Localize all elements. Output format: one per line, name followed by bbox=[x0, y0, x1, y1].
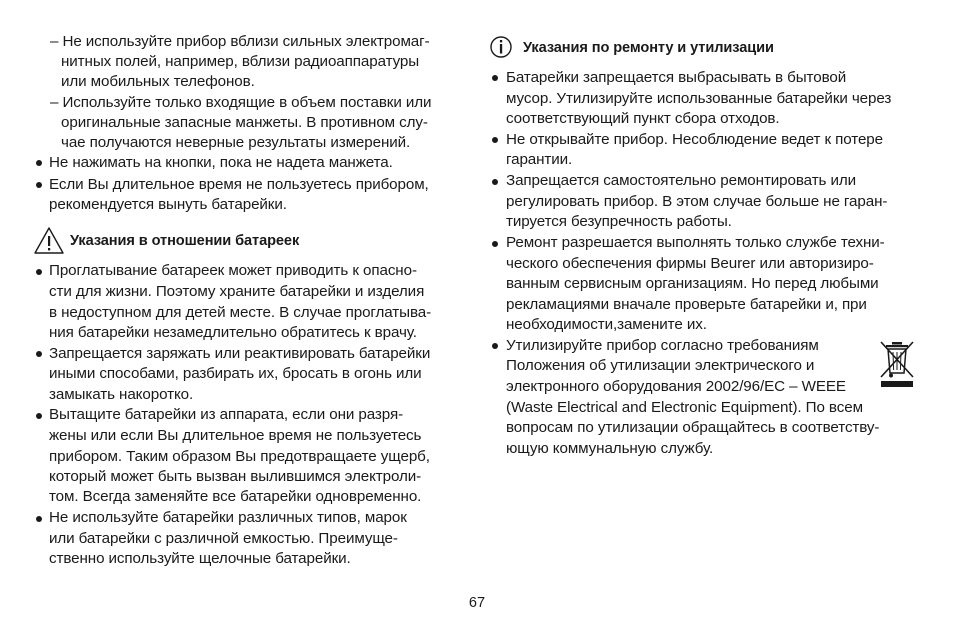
text-line: иными способами, разбирать их, бросать в огонь или bbox=[49, 365, 422, 382]
bullet-dot bbox=[492, 179, 498, 185]
text-line: Если Вы длительное время не пользуетесь прибором, bbox=[49, 176, 429, 193]
text-line: рекомендуется вынуть батарейки. bbox=[49, 196, 287, 213]
text-line: или мобильных телефонов. bbox=[61, 73, 255, 90]
text-line: ния батарейки незамедлительно обратитесь к врачу. bbox=[49, 324, 417, 341]
text-line: который может быть вызван вылившимся электроли- bbox=[49, 468, 422, 485]
bullet-dot bbox=[36, 160, 42, 166]
text-line: ческого обеспечения фирмы Beurer или авторизиро- bbox=[506, 255, 874, 272]
text-line: или батарейки с различной емкостью. Преимуще- bbox=[49, 530, 398, 547]
text-line: замыкать накоротко. bbox=[49, 386, 194, 403]
bullet-dot bbox=[36, 516, 42, 522]
text-line: тируется безупречность работы. bbox=[506, 213, 732, 230]
text-line: Не нажимать на кнопки, пока не надета манжета. bbox=[49, 154, 393, 171]
text-line: Ремонт разрешается выполнять только службе техни- bbox=[506, 234, 885, 251]
text-line: вопросам по утилизации обращайтесь в соответству- bbox=[506, 419, 880, 436]
text-line: прибором. Таким образом Вы предотвращаете ущерб, bbox=[49, 448, 430, 465]
text-line: электронного оборудования 2002/96/EC – WEEE bbox=[506, 378, 846, 395]
text-line: чае получаются неверные результаты измерений. bbox=[61, 134, 411, 151]
text-line: рекламациями вначале проверьте батарейки и, при bbox=[506, 296, 867, 313]
text-line: в недоступном для детей месте. В случае проглатыва- bbox=[49, 304, 432, 321]
crossed-out-wheelie-bin-icon bbox=[879, 340, 915, 388]
text-line: жены или если Вы длительное время не пользуетесь bbox=[49, 427, 422, 444]
text-line: оригинальные запасные манжеты. В противном слу- bbox=[61, 114, 428, 131]
text-line: мусор. Утилизируйте использованные батарейки через bbox=[506, 90, 892, 107]
text-line: – Используйте только входящие в объем поставки или bbox=[50, 94, 432, 111]
bullet-dot bbox=[492, 137, 498, 143]
text-line: Не используйте батарейки различных типов, марок bbox=[49, 509, 407, 526]
warning-triangle-icon bbox=[34, 227, 64, 254]
bullet-dot bbox=[492, 75, 498, 81]
repair-section-heading: Указания по ремонту и утилизации bbox=[523, 40, 774, 56]
text-line: ственно используйте щелочные батарейки. bbox=[49, 550, 351, 567]
text-line: ванным сервисным организациям. Но перед любыми bbox=[506, 275, 879, 292]
bullet-dot bbox=[36, 182, 42, 188]
bullet-dot bbox=[492, 343, 498, 349]
text-line: гарантии. bbox=[506, 151, 573, 168]
page-number: 67 bbox=[468, 595, 486, 611]
text-line: регулировать прибор. В этом случае больше не гаран- bbox=[506, 193, 888, 210]
info-circle-icon bbox=[490, 36, 512, 58]
battery-section-heading: Указания в отношении батареек bbox=[70, 233, 300, 249]
bullet-dot bbox=[36, 269, 42, 275]
text-line: Проглатывание батареек может приводить к опасно- bbox=[49, 262, 417, 279]
text-line: том. Всегда заменяйте все батарейки одновременно. bbox=[49, 488, 422, 505]
text-line: ющую коммунальную службу. bbox=[506, 440, 714, 457]
text-line: Запрещается самостоятельно ремонтировать или bbox=[506, 172, 857, 189]
text-line: (Waste Electrical and Electronic Equipment). По всем bbox=[506, 399, 863, 416]
text-line: – Не используйте прибор вблизи сильных электромаг- bbox=[50, 33, 430, 50]
bullet-dot bbox=[492, 241, 498, 247]
text-line: Не открывайте прибор. Несоблюдение ведет к потере bbox=[506, 131, 883, 148]
text-line: Положения об утилизации электрического и bbox=[506, 357, 815, 374]
text-line: Утилизируйте прибор согласно требованиям bbox=[506, 337, 819, 354]
text-line: соответствующий пункт сбора отходов. bbox=[506, 110, 780, 127]
bullet-dot bbox=[36, 413, 42, 419]
text-line: сти для жизни. Поэтому храните батарейки и изделия bbox=[49, 283, 425, 300]
bullet-dot bbox=[36, 351, 42, 357]
text-line: необходимости,замените их. bbox=[506, 316, 707, 333]
text-line: Вытащите батарейки из аппарата, если они разря- bbox=[49, 406, 404, 423]
text-line: Батарейки запрещается выбрасывать в бытовой bbox=[506, 69, 847, 86]
text-line: Запрещается заряжать или реактивировать батарейки bbox=[49, 345, 431, 362]
text-line: нитных полей, например, вблизи радиоаппаратуры bbox=[61, 53, 420, 70]
